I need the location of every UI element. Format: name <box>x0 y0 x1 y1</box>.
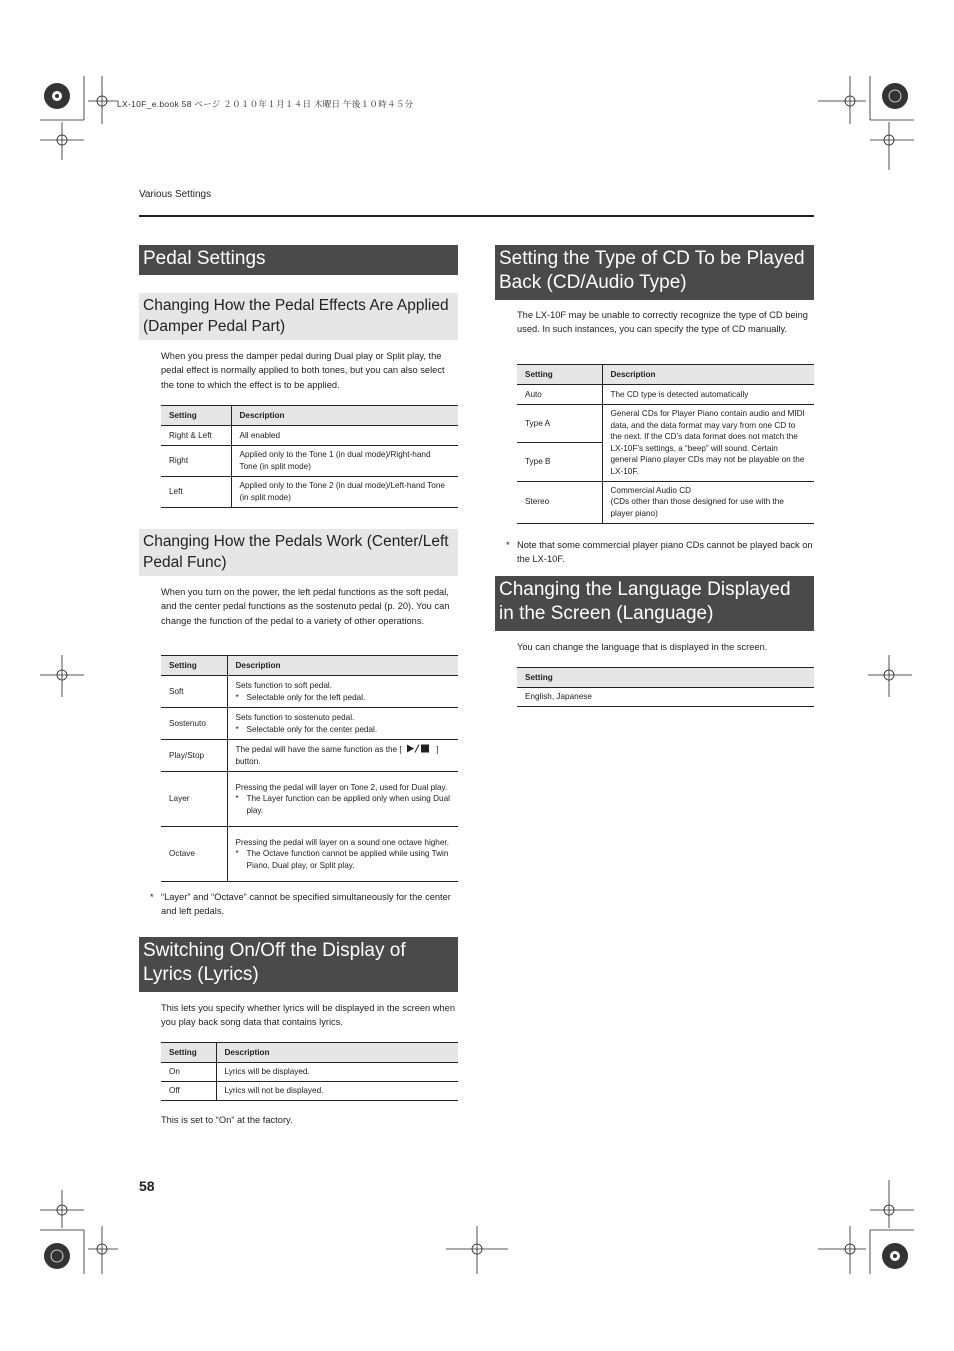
lyrics-factory-note: This is set to “On” at the factory. <box>161 1115 293 1125</box>
row-note-text: Selectable only for the left pedal. <box>246 692 366 702</box>
column-header-setting: Setting <box>161 656 227 676</box>
setting-cell: Off <box>161 1082 216 1101</box>
description-text: The pedal will have the same function as the [ <box>235 744 402 754</box>
table-row <box>517 405 814 443</box>
description-cell: The CD type is detected automatically <box>602 385 814 405</box>
table-row <box>161 1082 458 1101</box>
asterisk: * <box>506 540 510 550</box>
pedal-func-footnote <box>150 890 458 919</box>
language-intro: You can change the language that is displayed in the screen. <box>517 642 768 652</box>
table-header-row <box>517 668 814 688</box>
description-cell <box>227 676 458 708</box>
center-mark-bottom <box>446 1226 508 1274</box>
row-note: * Selectable only for the left pedal. <box>235 692 366 702</box>
column-header-setting: Setting <box>161 406 231 426</box>
damper-pedal-part-heading: Changing How the Pedal Effects Are Applied (Damper Pedal Part) <box>139 293 458 340</box>
row-note-text: Selectable only for the center pedal. <box>246 724 378 734</box>
cd-type-table <box>517 364 814 524</box>
table-row <box>161 1063 458 1082</box>
setting-cell: Type B <box>517 443 602 481</box>
column-header-description: Description <box>216 1043 458 1063</box>
footnote-text: Note that some commercial player piano CDs cannot be played back on the LX-10F. <box>517 540 813 565</box>
column-header-description: Description <box>231 406 458 426</box>
description-cell: Commercial Audio CD (CDs other than those designed for use with the player piano) <box>602 481 814 523</box>
setting-cell: Octave <box>161 827 227 882</box>
row-note-text: The Octave function cannot be applied while using Twin Piano, Dual play, or Split play. <box>246 849 449 870</box>
table-row <box>517 385 814 405</box>
play-stop-icon <box>404 744 434 753</box>
damper-table <box>161 405 458 508</box>
setting-cell: Sostenuto <box>161 708 227 740</box>
print-header: LX-10F_e.book 58 ページ ２０１０年１月１４日 木曜日 午後１０時４５分 <box>117 99 414 109</box>
column-header-description: Description <box>227 656 458 676</box>
corner-mark-bottom-left <box>40 1190 118 1274</box>
description-cell <box>227 827 458 882</box>
table-header-row <box>161 406 458 426</box>
table-row <box>161 772 458 827</box>
cd-footnote <box>506 538 814 567</box>
column-header-setting: Setting <box>517 365 602 385</box>
table-row <box>161 676 458 708</box>
cd-intro: The LX-10F may be unable to correctly recognize the type of CD being used. In such instances, you can specify the type of CD manually. <box>517 310 808 335</box>
setting-cell: On <box>161 1063 216 1082</box>
language-heading: Changing the Language Displayed in the Screen (Language) <box>495 576 814 631</box>
description-text: Pressing the pedal will layer on Tone 2, used for Dual play. <box>235 782 448 792</box>
table-header-row <box>517 365 814 385</box>
description-cell: General CDs for Player Piano contain audio and MIDI data, and the data format may vary from one CD to the next. If the CD’s data format does not match the LX-10F’s settings, a “beep” will sound. Certain general Piano player CDs may not be playable on the LX-10F. <box>602 405 814 482</box>
table-row <box>161 827 458 882</box>
setting-cell: Left <box>161 477 231 508</box>
setting-cell: Type A <box>517 405 602 443</box>
row-note: * Selectable only for the center pedal. <box>235 724 378 734</box>
lyrics-intro: This lets you specify whether lyrics will be displayed in the screen when you play back song data that contains lyrics. <box>161 1003 456 1028</box>
cd-audio-type-heading: Setting the Type of CD To be Played Back (CD/Audio Type) <box>495 245 814 300</box>
description-text: Pressing the pedal will layer on a sound one octave higher. <box>235 837 449 847</box>
setting-cell: Layer <box>161 772 227 827</box>
table-header-row <box>161 656 458 676</box>
setting-cell: Right <box>161 446 231 477</box>
setting-cell: Soft <box>161 676 227 708</box>
pedal-func-table <box>161 655 458 882</box>
description-cell: Applied only to the Tone 2 (in dual mode)/Left-hand Tone (in split mode) <box>231 477 458 508</box>
running-header: Various Settings <box>139 189 212 200</box>
lyrics-heading: Switching On/Off the Display of Lyrics (Lyrics) <box>139 937 458 992</box>
lyrics-table <box>161 1042 458 1101</box>
description-text: Sets function to soft pedal. <box>235 680 332 690</box>
pedal-func-intro: When you turn on the power, the left pedal functions as the soft pedal, and the center pedal functions as the sostenuto pedal (p. 20). You can change the function of the pedal to a variety of other operations. <box>161 587 450 626</box>
row-note: * The Layer function can be applied only when using Dual play. <box>235 794 450 815</box>
table-row <box>517 481 814 523</box>
row-note-text: The Layer function can be applied only when using Dual play. <box>246 794 450 815</box>
description-text: Sets function to sostenuto pedal. <box>235 712 355 722</box>
corner-mark-top-right <box>818 76 914 170</box>
description-cell: Applied only to the Tone 1 (in dual mode)/Right-hand Tone (in split mode) <box>231 446 458 477</box>
description-text: ] button. <box>235 744 439 766</box>
description-cell: Lyrics will not be displayed. <box>216 1082 458 1101</box>
language-table <box>517 667 814 707</box>
table-row <box>161 446 458 477</box>
pedal-settings-heading: Pedal Settings <box>139 245 458 275</box>
row-note: * The Octave function cannot be applied while using Twin Piano, Dual play, or Split play. <box>235 849 449 870</box>
description-cell <box>227 740 458 772</box>
asterisk: * <box>150 892 154 902</box>
header-rule <box>139 215 814 217</box>
setting-cell: Right & Left <box>161 426 231 446</box>
side-mark-right <box>868 655 912 697</box>
setting-cell: Play/Stop <box>161 740 227 772</box>
table-row <box>161 426 458 446</box>
corner-mark-top-left <box>40 76 118 160</box>
corner-mark-bottom-right <box>818 1180 914 1274</box>
setting-cell: Stereo <box>517 481 602 523</box>
damper-intro: When you press the damper pedal during Dual play or Split play, the pedal effect is normally applied to both tones, but you can also select the tone to which the effect is to be applied. <box>161 351 445 390</box>
footnote-text: “Layer” and “Octave” cannot be specified simultaneously for the center and left pedals. <box>161 892 451 917</box>
column-header-setting: Setting <box>517 668 814 688</box>
page-number: 58 <box>139 1178 155 1194</box>
description-cell <box>227 772 458 827</box>
table-row <box>161 740 458 772</box>
side-mark-left <box>40 655 84 697</box>
setting-cell: English, Japanese <box>517 688 814 707</box>
table-row <box>161 477 458 508</box>
column-header-setting: Setting <box>161 1043 216 1063</box>
setting-cell: Auto <box>517 385 602 405</box>
description-cell: All enabled <box>231 426 458 446</box>
description-cell: Lyrics will be displayed. <box>216 1063 458 1082</box>
column-header-description: Description <box>602 365 814 385</box>
description-cell <box>227 708 458 740</box>
table-header-row <box>161 1043 458 1063</box>
table-row <box>161 708 458 740</box>
table-row <box>517 688 814 707</box>
pedal-func-heading: Changing How the Pedals Work (Center/Left Pedal Func) <box>139 529 458 576</box>
